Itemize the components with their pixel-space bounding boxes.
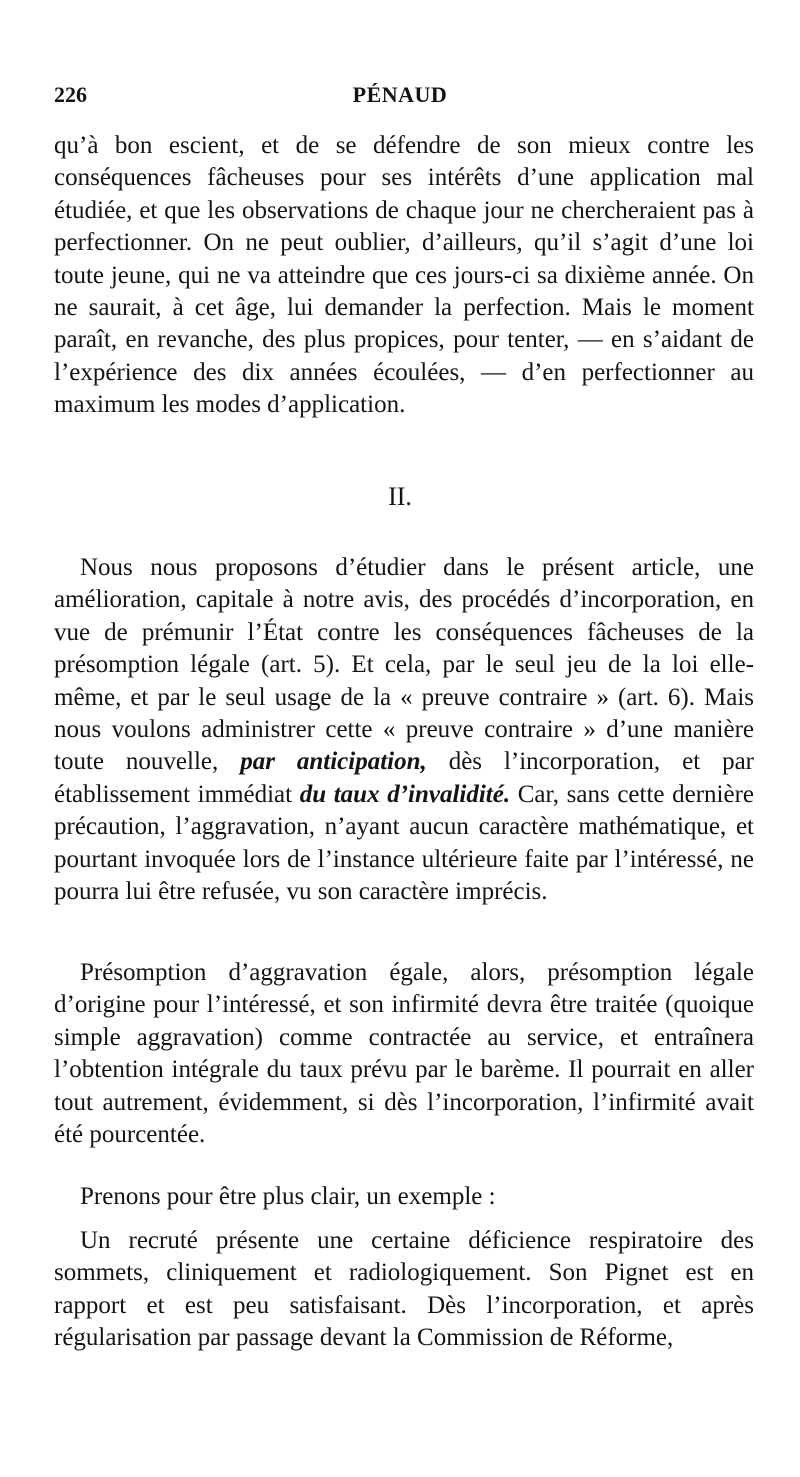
paragraph-1-block xyxy=(54,130,754,422)
paragraph-2 xyxy=(54,552,754,908)
paragraph-1: qu’à bon escient, et de se défendre de son mieux contre les conséquences fâcheuses pour ses intérêts d’une application mal étudiée, et que les observations de chaque jour ne chercheraient pas à perfectionner. On ne peut oublier, d’ailleurs, qu’il s’agit d’une loi toute jeune, qui ne va atteindre que ces jours-ci sa dixième année. On ne saurait, à cet âge, lui demander la perfection. Mais le moment paraît, en revanche, des plus propices, pour tenter, — en s’aidant de l’expérience des dix années écoulées, — d’en perfectionner au maximum les modes d’application. xyxy=(54,132,754,419)
paragraph-4-block xyxy=(54,1181,754,1213)
italic-par-anticipation: par anticipation, xyxy=(240,748,427,776)
paragraph-4: Prenons pour être plus clair, un exemple : xyxy=(80,1183,496,1210)
paragraph-2-part-2: dès l’incorporation, et par établissement immédiat xyxy=(54,748,754,808)
page-header xyxy=(54,82,746,112)
paragraph-3: Présomption d’aggravation égale, alors, présomption légale d’origine pour l’intéressé, et son infirmité devra être traitée (quoique simple aggravation) comme contractée au service, et entraînera l’obtention intégrale du taux prévu par le barème. Il pourrait en aller tout autrement, évidemment, si dès l’incorporation, l’infirmité avait été pourcentée. xyxy=(54,959,754,1149)
italic-taux-invalidite: du taux d’invalidité. xyxy=(299,780,511,808)
paragraph-2-block xyxy=(54,552,754,908)
paragraph-5-block xyxy=(54,1225,754,1355)
page-number: 226 xyxy=(54,82,87,107)
running-head: PÉNAUD xyxy=(352,82,448,107)
paragraph-3-block xyxy=(54,957,754,1151)
paragraph-2-part-3: Car, sans cette dernière précaution, l’aggravation, n’ayant aucun caractère mathématique, et pourtant invoquée lors de l’instance ultérieure faite par l’intéressé, ne pourra lui être refusée, vu son caractère imprécis. xyxy=(54,780,754,906)
section-heading: II. xyxy=(388,482,412,511)
paragraph-5: Un recruté présente une certaine déficience respiratoire des sommets, cliniquement et radiologiquement. Son Pignet est en rapport et est peu satisfaisant. Dès l’incorporation, et après régularisation par passage devant la Commission de Réforme, xyxy=(54,1227,754,1352)
paragraph-2-part-1: Nous nous proposons d’étudier dans le présent article, une amélioration, capitale à notre avis, des procédés d’incorporation, en vue de prémunir l’État contre les conséquences fâcheuses de la présomption légale (art. 5). Et cela, par le seul jeu de la loi elle-même, et par le seul usage de la « preuve contraire » (art. 6). Mais nous voulons administrer cette « preuve contraire » d’une manière toute nouvelle, xyxy=(54,554,754,776)
